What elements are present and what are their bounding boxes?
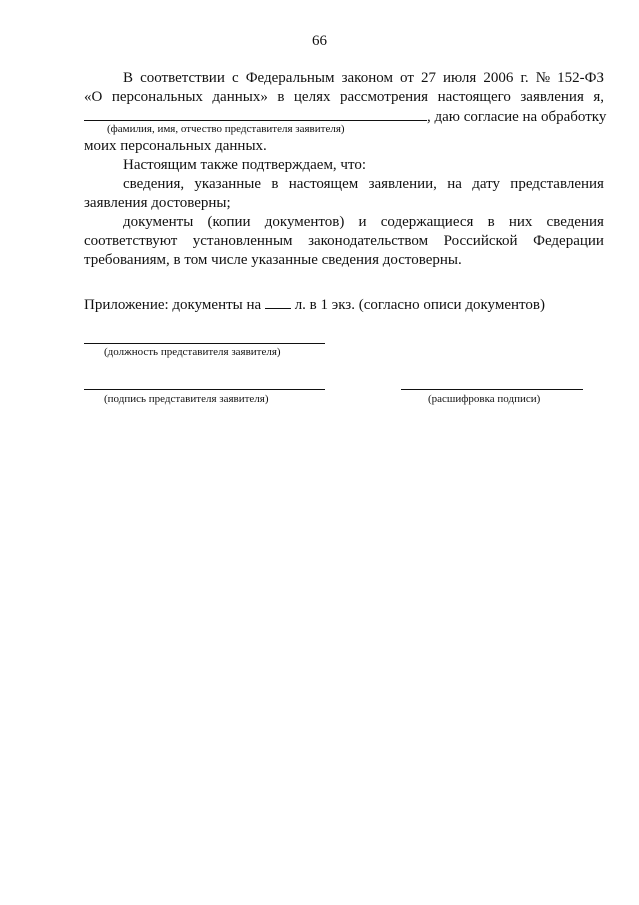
signature-caption: (подпись представителя заявителя) — [104, 393, 269, 405]
position-caption: (должность представителя заявителя) — [104, 346, 281, 358]
word: настоящем — [288, 176, 359, 192]
word: законодательством — [308, 233, 429, 249]
word: на — [447, 176, 462, 192]
word: них — [508, 214, 533, 230]
consent-line-1 — [123, 69, 604, 88]
attachment-suffix: л. в 1 экз. (согласно описи документов) — [290, 297, 545, 313]
word: целях — [293, 89, 331, 105]
word: Федерации — [533, 233, 604, 249]
word: сведения — [546, 214, 604, 230]
word: установленным — [192, 233, 293, 249]
word: я, — [593, 89, 604, 105]
word: документов) — [264, 214, 345, 230]
word: В — [123, 70, 134, 86]
word: в — [271, 176, 279, 192]
consent-line-4: моих персональных данных. — [84, 138, 267, 154]
attachment-line — [84, 295, 604, 315]
word: персональных — [111, 89, 203, 105]
attachment-prefix: Приложение: документы на — [84, 297, 265, 313]
word: Российской — [443, 233, 518, 249]
position-rule — [84, 343, 325, 344]
confirm-item2-line3: требованиям, в том числе указанные сведения достоверны. — [84, 252, 462, 268]
word: (копии — [207, 214, 251, 230]
name-caption: (фамилия, имя, отчество представителя заявителя) — [107, 123, 345, 135]
word: г. — [520, 70, 529, 86]
decoding-rule — [401, 389, 583, 390]
page-number: 66 — [312, 33, 327, 49]
confirm-item1-line1 — [123, 175, 604, 194]
sheet-count-blank — [265, 295, 291, 309]
word: документы — [123, 214, 194, 230]
word: указанные — [194, 176, 262, 192]
word: в — [487, 214, 495, 230]
confirm-item2-line1 — [123, 213, 604, 232]
word: «О — [84, 89, 103, 105]
word: представления — [510, 176, 604, 192]
word: настоящего — [437, 89, 511, 105]
word: законом — [341, 70, 393, 86]
word: заявлении, — [368, 176, 437, 192]
confirm-intro: Настоящим также подтверждаем, что: — [123, 157, 367, 173]
decoding-caption: (расшифровка подписи) — [428, 393, 541, 405]
word: дату — [472, 176, 500, 192]
word: заявления — [520, 89, 584, 105]
word: 2006 — [483, 70, 514, 86]
word: соответствии — [140, 70, 225, 86]
word: июля — [443, 70, 477, 86]
word: Федеральным — [245, 70, 335, 86]
confirm-item2-line2 — [84, 232, 604, 251]
word: с — [231, 70, 239, 86]
word: данных» — [212, 89, 268, 105]
word: в — [277, 89, 285, 105]
word: 152-ФЗ — [557, 70, 604, 86]
word: рассмотрения — [339, 89, 429, 105]
word: содержащиеся — [380, 214, 474, 230]
signature-rule — [84, 389, 325, 390]
word: и — [358, 214, 367, 230]
word: № — [535, 70, 551, 86]
word: от — [400, 70, 414, 86]
consent-line-3-tail: , даю согласие на обработку — [427, 109, 607, 125]
word: 27 — [420, 70, 436, 86]
word: сведения, — [123, 176, 185, 192]
confirm-item1-line2: заявления достоверны; — [84, 195, 231, 211]
word: соответствуют — [84, 233, 178, 249]
name-blank — [84, 107, 427, 121]
consent-line-2 — [84, 88, 604, 107]
